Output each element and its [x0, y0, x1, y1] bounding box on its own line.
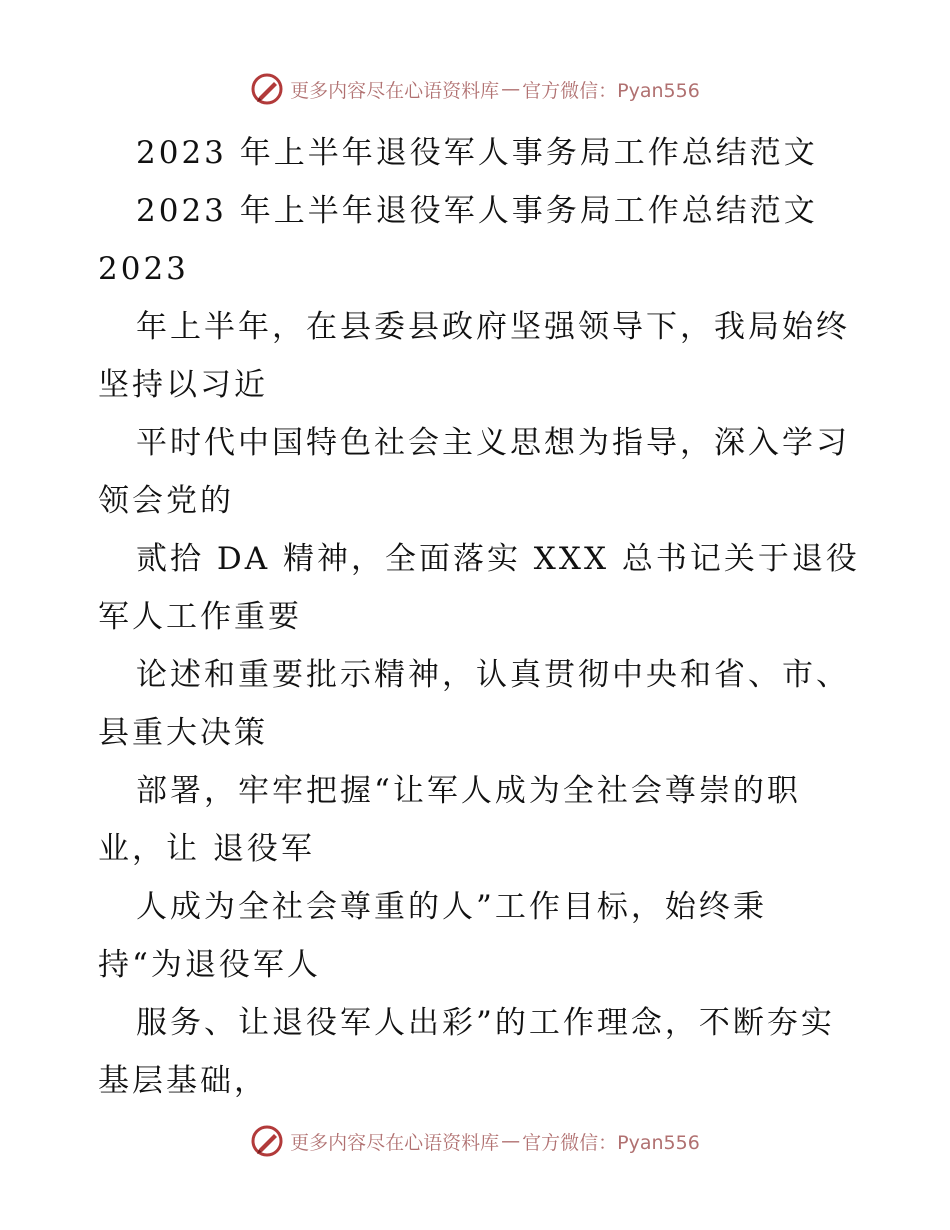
text-line: 基层基础，: [98, 1063, 268, 1099]
text-line: 服务、让退役军人出彩”的工作理念，不断夯实: [136, 1005, 835, 1041]
watermark-header: [0, 72, 950, 106]
watermark-text: 更多内容尽在心语资料库: [290, 79, 500, 102]
watermark-wechat: 官方微信：Pyan556: [522, 1131, 700, 1154]
watermark-text: 更多内容尽在心语资料库: [290, 1131, 500, 1154]
watermark-dash: —: [501, 1130, 521, 1152]
text-line: 人成为全社会尊重的人”工作目标，始终秉: [136, 889, 767, 925]
document-body: [98, 124, 858, 1110]
watermark-footer: [0, 1124, 950, 1158]
text-line: 县重大决策: [98, 715, 268, 751]
text-line: 部署，牢牢把握“让军人成为全社会尊崇的职: [136, 773, 801, 809]
text-line: 年上半年，在县委县政府坚强领导下，我局始终: [136, 309, 850, 345]
text-line: 坚持以习近: [98, 367, 268, 403]
text-line: 军人工作重要: [98, 599, 302, 635]
text-line: 平时代中国特色社会主义思想为指导，深入学习: [136, 425, 850, 461]
watermark-dash: —: [501, 78, 521, 100]
text-line: 贰拾 DA 精神，全面落实 XXX 总书记关于退役: [136, 541, 860, 577]
text-line: 论述和重要批示精神，认真贯彻中央和省、市、: [136, 657, 850, 693]
text-line: 业，让 退役军: [98, 831, 315, 867]
text-line: 2023 年上半年退役军人事务局工作总结范文: [136, 135, 818, 171]
text-line: 领会党的: [98, 483, 234, 519]
text-line: 持“为退役军人: [98, 947, 321, 983]
watermark-wechat: 官方微信：Pyan556: [522, 79, 700, 102]
pen-logo-icon: [250, 1124, 284, 1158]
text-line: 2023 年上半年退役军人事务局工作总结范文: [136, 193, 818, 229]
pen-logo-icon: [250, 72, 284, 106]
text-line: 2023: [98, 251, 189, 287]
